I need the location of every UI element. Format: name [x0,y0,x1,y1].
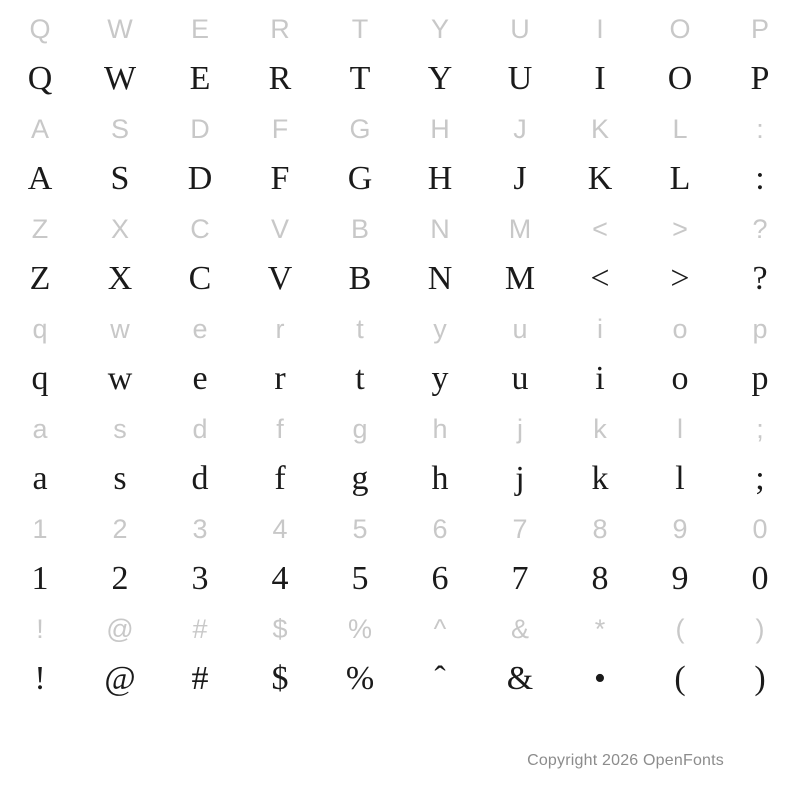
glyph-cell: r [274,360,286,397]
glyph-cell: * [594,614,606,644]
glyph-cell: l [675,460,685,497]
glyph-cell: j [517,414,523,444]
glyph-row-sample [0,254,800,304]
glyph-cell: 5 [351,560,369,597]
glyph-cell: P [750,14,769,44]
glyph-cell: I [594,60,606,97]
glyph-cell: w [107,360,133,397]
glyph-row-reference [0,604,800,654]
glyph-row-reference [0,4,800,54]
glyph-cell: 7 [511,560,529,597]
glyph-cell: N [427,260,453,297]
glyph-cell: $ [272,614,288,644]
glyph-cell: ! [36,614,44,644]
glyph-cell: i [595,360,605,397]
glyph-cell: @ [104,660,136,697]
glyph-row-reference [0,304,800,354]
glyph-cell: l [677,414,683,444]
glyph-cell: R [268,60,292,97]
glyph-cell: H [430,114,450,144]
glyph-cell: F [270,160,290,197]
glyph-cell: ( [674,660,686,697]
glyph-cell: ? [752,214,768,244]
glyph-cell: L [669,160,691,197]
glyph-cell: f [274,460,286,497]
glyph-cell: E [190,14,209,44]
glyph-cell: W [107,14,133,44]
glyph-cell: T [349,60,371,97]
glyph-cell: S [110,114,129,144]
glyph-cell: a [32,414,48,444]
glyph-cell: R [270,14,290,44]
glyph-cell: k [593,414,607,444]
glyph-cell: B [348,260,372,297]
glyph-cell: & [506,660,534,697]
glyph-cell: 8 [592,514,608,544]
glyph-cell: O [669,14,691,44]
glyph-cell: h [431,460,449,497]
copyright-notice: Copyright 2026 OpenFonts [527,752,724,769]
glyph-cell: o [671,360,689,397]
glyph-cell: e [192,314,208,344]
glyph-cell: p [751,360,769,397]
glyph-cell: y [431,360,449,397]
glyph-cell: y [433,314,447,344]
glyph-cell: ? [752,260,768,297]
glyph-cell: Z [31,214,49,244]
glyph-cell: j [515,460,525,497]
glyph-cell: : [755,160,765,197]
glyph-cell: k [591,460,609,497]
glyph-cell: e [192,360,208,397]
glyph-cell: 0 [751,560,769,597]
glyph-row-reference [0,404,800,454]
glyph-cell: A [30,114,49,144]
glyph-cell: M [504,260,536,297]
glyph-row-sample [0,54,800,104]
glyph-cell: 4 [271,560,289,597]
glyph-cell: < [592,214,608,244]
glyph-cell: p [752,314,768,344]
glyph-cell: 2 [112,514,128,544]
glyph-cell: # [192,614,208,644]
glyph-cell: g [352,414,368,444]
glyph-cell: W [103,60,137,97]
glyph-cell: 3 [192,514,208,544]
glyph-cell: ) [754,660,766,697]
glyph-cell: i [597,314,603,344]
glyph-cell: N [430,214,450,244]
glyph-cell: X [107,260,133,297]
glyph-cell: q [31,360,49,397]
glyph-row-reference [0,504,800,554]
glyph-cell: V [267,260,293,297]
glyph-cell: s [113,414,127,444]
glyph-cell: ^ [433,614,447,644]
glyph-cell: < [590,260,610,297]
glyph-cell: A [27,160,53,197]
glyph-cell: U [510,14,530,44]
glyph-cell: 1 [32,514,48,544]
glyph-cell: a [32,460,48,497]
glyph-cell: G [349,114,371,144]
glyph-cell: C [190,214,210,244]
glyph-cell: f [276,414,284,444]
glyph-cell: E [189,60,211,97]
glyph-cell: 3 [191,560,209,597]
glyph-cell: ( [675,614,685,644]
glyph-cell: 9 [672,514,688,544]
glyph-cell: 6 [431,560,449,597]
glyph-cell: 5 [352,514,368,544]
glyph-cell: 4 [272,514,288,544]
glyph-cell: ˆ [434,660,446,697]
glyph-cell: u [511,360,529,397]
glyph-cell: B [350,214,369,244]
glyph-cell: > [672,214,688,244]
glyph-cell: 9 [671,560,689,597]
glyph-cell: @ [106,614,134,644]
glyph-cell: t [356,314,364,344]
glyph-cell: S [110,160,130,197]
glyph-cell: O [667,60,693,97]
glyph-row-sample [0,654,800,704]
glyph-row-reference [0,104,800,154]
glyph-cell: ) [755,614,765,644]
glyph-cell: J [513,114,527,144]
glyph-cell: L [672,114,688,144]
glyph-cell: r [275,314,285,344]
glyph-cell: $ [271,660,289,697]
glyph-cell: % [347,614,372,644]
glyph-cell: 2 [111,560,129,597]
glyph-cell: # [191,660,209,697]
glyph-cell: h [432,414,448,444]
glyph-cell: H [427,160,453,197]
glyph-cell: J [513,160,527,197]
glyph-cell: Y [427,60,453,97]
glyph-row-sample [0,554,800,604]
glyph-cell: F [271,114,289,144]
glyph-cell: ; [756,414,764,444]
glyph-cell: I [596,14,604,44]
glyph-row-sample [0,354,800,404]
glyph-cell: G [347,160,373,197]
glyph-cell: M [508,214,532,244]
glyph-row-sample [0,454,800,504]
glyph-cell: K [590,114,609,144]
glyph-cell: ! [34,660,46,697]
glyph-row-sample [0,154,800,204]
glyph-cell: ; [755,460,765,497]
glyph-cell: > [670,260,690,297]
glyph-cell: o [672,314,688,344]
glyph-cell: d [191,460,209,497]
glyph-cell: V [270,214,289,244]
glyph-cell: t [355,360,365,397]
glyph-cell: w [110,314,130,344]
glyph-cell: • [594,660,606,697]
glyph-cell: 0 [752,514,768,544]
glyph-cell: 1 [31,560,49,597]
glyph-cell: & [510,614,529,644]
glyph-cell: X [110,214,129,244]
glyph-cell: D [190,114,210,144]
glyph-cell: U [507,60,533,97]
glyph-cell: g [351,460,369,497]
glyph-cell: 7 [512,514,528,544]
glyph-cell: T [351,14,369,44]
glyph-cell: q [32,314,48,344]
glyph-cell: D [187,160,213,197]
glyph-cell: Q [29,14,51,44]
glyph-cell: d [192,414,208,444]
glyph-cell: : [756,114,764,144]
glyph-cell: P [750,60,770,97]
glyph-cell: Q [27,60,53,97]
glyph-cell: K [587,160,613,197]
glyph-cell: C [188,260,212,297]
glyph-cell: Z [29,260,51,297]
glyph-row-reference [0,204,800,254]
glyph-cell: % [345,660,375,697]
glyph-cell: u [512,314,528,344]
glyph-cell: s [113,460,127,497]
glyph-cell: 8 [591,560,609,597]
glyph-cell: 6 [432,514,448,544]
glyph-cell: Y [430,14,449,44]
